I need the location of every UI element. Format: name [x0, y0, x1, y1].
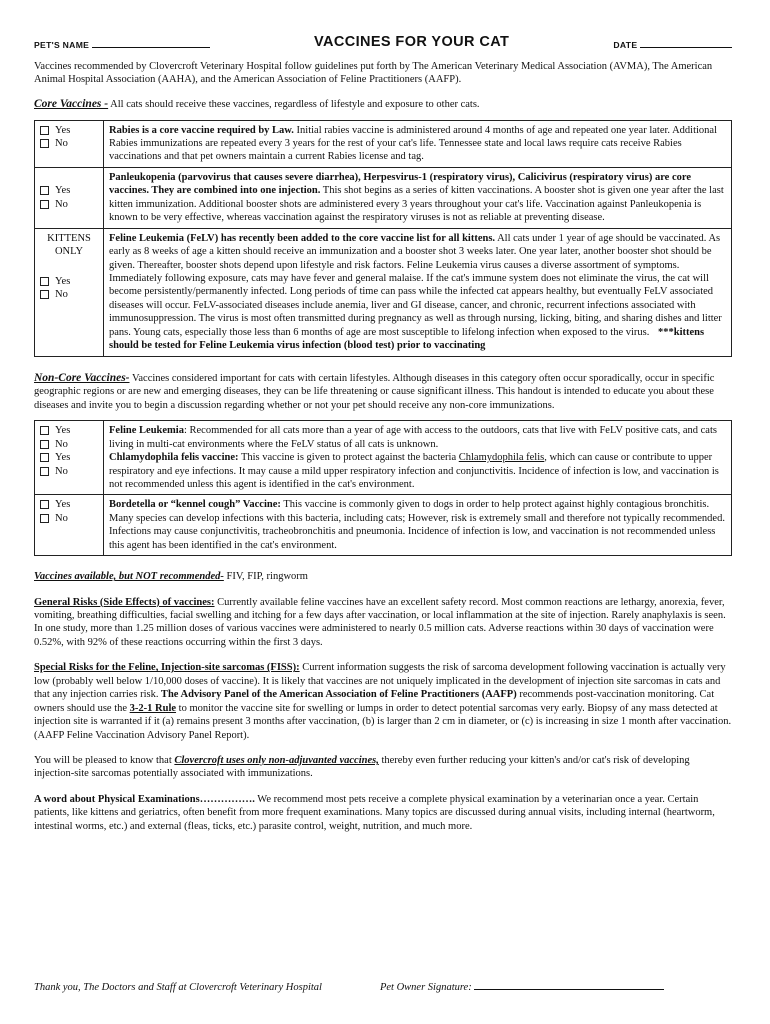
general-risks-paragraph — [34, 596, 732, 650]
felv-core-choice-cell — [35, 228, 104, 356]
bord-no-option[interactable] — [40, 512, 98, 525]
panleuk-bold: Panleukopenia (parvovirus that causes severe diarrhea), Herpesvirus-1 (respiratory virus), Calicivirus (respiratory virus) are core vaccines. They are combined into one injection. — [109, 171, 691, 197]
felv-core-no-option[interactable] — [40, 288, 98, 301]
pet-name-field[interactable] — [34, 39, 210, 52]
rabies-text: Initial rabies vaccine is administered around 4 months of age and repeated one year later. Additional Rabies immunizations are repeated every 3 years for the rest of your cat's life. Tennessee state and local laws require cats receive Rabies vaccinations and that pet owners maintain a current Rabies license and tag. — [109, 124, 717, 163]
core-vaccines-label: Core Vaccines - — [34, 97, 109, 110]
pleased-highlight: Clovercroft uses only non-adjuvanted vaccines, — [174, 754, 379, 766]
felv-noncore-yes-option[interactable] — [40, 424, 98, 437]
not-recommended-label: Vaccines available, but NOT recommended- — [34, 571, 224, 583]
option-label: No — [55, 288, 68, 300]
bord-yes-option[interactable] — [40, 498, 98, 511]
special-risks-text-b: recommends post-vaccination monitoring. Cat owners should use the — [34, 689, 715, 714]
bord-description — [104, 495, 732, 556]
checkbox-icon[interactable] — [40, 514, 49, 523]
checkbox-icon[interactable] — [40, 440, 49, 449]
chlam-yes-option[interactable] — [40, 451, 98, 464]
rabies-choice-cell — [35, 120, 104, 167]
date-line[interactable] — [640, 39, 732, 48]
option-label: Yes — [55, 275, 71, 287]
felv-core-description — [104, 228, 732, 356]
noncore-description-a — [104, 421, 732, 495]
noncore-vaccines-label: Non-Core Vaccines- — [34, 371, 130, 384]
panleuk-text: This shot begins as a series of kitten vaccinations. A booster shot is given one year after the last kitten immunization. Additional booster shots are administered every 3 years throughout your cat's life. Vaccination against Panleukopenia is known to be very effective, whereas vaccination against the respiratory viruses is not as reliable at preventing disease. — [109, 185, 724, 224]
table-row — [35, 421, 732, 495]
pleased-text-a: You will be pleased to know that — [34, 754, 175, 766]
special-risks-label: Special Risks for the Feline, Injection-site sarcomas (FISS): — [34, 662, 300, 674]
panleuk-no-option[interactable] — [40, 198, 98, 211]
special-risks-bold: The Advisory Panel of the American Association of Feline Practitioners (AAFP) — [158, 689, 517, 701]
core-vaccines-desc: All cats should receive these vaccines, regardless of lifestyle and exposure to other cats. — [108, 98, 480, 110]
pleased-text-b: thereby even further reducing your kitten's and/or cat's risk of developing injection-site sarcomas potentially associated with immunizations. — [34, 754, 690, 780]
chlam-no-option[interactable] — [40, 465, 98, 478]
bord-text: This vaccine is commonly given to dogs in order to help protect against highly contagious bronchitis. Many species can develop infections with this bacteria, including cats; However, risk is extremely small and therefore not typically recommended. Infections may cause conjunctivitis, tracheobronchitis and pneumonia. Incidence of infection is low, and vaccination is not recommended unless this agent has been identified in the cat's environment. — [109, 499, 725, 551]
core-vaccines-table — [34, 120, 732, 357]
page-title: VACCINES FOR YOUR CAT — [313, 34, 510, 51]
felv-core-yes-option[interactable] — [40, 275, 98, 288]
thank-you-line: Thank you, The Doctors and Staff at Clovercroft Veterinary Hospital — [34, 982, 322, 993]
rabies-bold: Rabies is a core vaccine required by Law. — [109, 124, 294, 136]
general-risks-text: Currently available feline vaccines have an excellent safety record. Most common reactions are lethargy, anorexia, fever, vomiting, breathing difficulties, facial swelling and itching for a few days after vaccination, or local inflammation at the site of injection. Rarely anaphylaxis is seen. In one study, more than 1.25 million doses of various vaccines were administered to nearly 0.5 million cats. Adverse reactions within 30 days of vaccination were 0.52%, with 92% of these reactions occurring within the first 3 days. — [34, 596, 726, 648]
panleuk-description — [104, 167, 732, 228]
noncore-choice-cell-a — [35, 421, 104, 495]
noncore-vaccines-heading — [34, 371, 732, 413]
checkbox-icon[interactable] — [40, 453, 49, 462]
bord-choice-cell — [35, 495, 104, 556]
felv-core-bold: Feline Leukemia (FeLV) has recently been added to the core vaccine list for all kittens. — [109, 232, 496, 244]
felv-noncore-description — [109, 424, 726, 451]
pet-name-label: PET'S NAME — [34, 39, 90, 50]
rabies-description — [104, 120, 732, 167]
chlam-text-b: , which can cause or contribute to upper respiratory and eye infections. It may cause a mild upper respiratory infection and conjunctivitis. Incidence of infection is low, and vaccination is not recommended unless this agent is identified in the cat's environment. — [109, 452, 719, 490]
core-vaccines-heading — [34, 97, 732, 112]
panleuk-choice-cell — [35, 167, 104, 228]
checkbox-icon[interactable] — [40, 186, 49, 195]
option-label: Yes — [55, 425, 71, 437]
felv-core-text: All cats under 1 year of age should be vaccinated. As early as 8 weeks of age a kitten should receive an immunization and a booster shot 3 weeks later. One year later, another booster shot should be given. Thereafter, booster shots depend upon lifestyle and risk factors. Feline Leukemia virus causes a diverse assortment of symptoms. Immediately following exposure, cats may have fever and general malaise. If the cat's immune system does not eliminate the virus, the cat will become persistently/permanently infected. Long periods of time can pass while the infected cat appears healthy, but eventually FeLV associated diseases will occur. FeLV-associated diseases include anemia, liver and GI disease, cancer, and chronic, recurrent infections associated with immunosuppression. The virus is most often transmitted during pregnancy as well as through nursing, licking, biting, and sharing dishes and litter pans. Young cats, especially those less than 6 months of age are most susceptible to lifelong infection when exposed to the virus. — [109, 232, 722, 338]
rabies-yes-option[interactable] — [40, 124, 98, 137]
option-label: No — [55, 465, 68, 477]
physical-exam-paragraph — [34, 793, 732, 833]
option-label: Yes — [55, 499, 71, 511]
checkbox-icon[interactable] — [40, 200, 49, 209]
option-label: Yes — [55, 124, 71, 136]
pet-name-line[interactable] — [92, 39, 210, 48]
checkbox-icon[interactable] — [40, 126, 49, 135]
chlam-description — [109, 451, 726, 491]
special-risks-paragraph — [34, 661, 732, 742]
checkbox-icon[interactable] — [40, 500, 49, 509]
chlam-bold: Chlamydophila felis vaccine: — [109, 452, 239, 464]
general-risks-label: General Risks (Side Effects) of vaccines: — [34, 596, 215, 608]
signature-field[interactable] — [380, 981, 664, 994]
physical-exam-label: A word about Physical Examinations……………. — [34, 793, 255, 805]
panleuk-yes-option[interactable] — [40, 184, 98, 197]
pleased-paragraph — [34, 754, 732, 781]
felv-noncore-bold: Feline Leukemia — [109, 425, 184, 437]
not-recommended-line — [34, 570, 732, 583]
option-label: No — [55, 198, 68, 210]
checkbox-icon[interactable] — [40, 426, 49, 435]
option-label: Yes — [55, 452, 71, 464]
noncore-vaccines-table — [34, 420, 732, 556]
option-label: No — [55, 438, 68, 450]
special-risks-text-c: to monitor the vaccine site for swelling or lumps in order to detect potential sarcomas very early. Biopsy of any mass detected at injection site is warranted if it (a) remains present 3 months after vaccination, (b) is larger than 2 cm in diameter, or (c) is increasing in size 1 month after vaccination. (AAFP Feline Vaccination Advisory Panel Report). — [34, 702, 732, 741]
noncore-vaccines-desc: Vaccines considered important for cats with certain lifestyles. Although diseases in this category often occur sporadically, occur in specific geographic regions or are new and emerging diseases, they can be life threatening or cause significant illness. This handout is intended to educate you about these diseases and invite you to begin a discussion regarding whether or not your pet should receive any non-core immunizations. — [34, 372, 715, 411]
date-label: DATE — [613, 39, 638, 50]
intro-text: Vaccines recommended by Clovercroft Veterinary Hospital follow guidelines put forth by The American Veterinary Medical Association (AVMA), The American Animal Hospital Association (AAHA), and the American Association of Feline Practitioners (AAFP). — [34, 61, 713, 86]
option-label: Yes — [55, 185, 71, 197]
header — [34, 34, 732, 52]
table-row — [35, 228, 732, 356]
checkbox-icon[interactable] — [40, 139, 49, 148]
table-row — [35, 120, 732, 167]
table-row — [35, 167, 732, 228]
bord-bold: Bordetella or “kennel cough” Vaccine: — [109, 499, 281, 511]
signature-label: Pet Owner Signature: — [379, 982, 472, 993]
rabies-no-option[interactable] — [40, 137, 98, 150]
special-risks-text-a: Current information suggests the risk of sarcoma development following vaccination is actually very low (probably well below 1/10,000 doses of vaccine). It is likely that vaccines are not uniquely implicated in the development of injection site sarcomas in cats and that any injection carries risk. — [34, 662, 726, 701]
option-label: No — [55, 512, 68, 524]
chlam-species: Chlamydophila felis — [458, 452, 545, 464]
physical-exam-text: We recommend most pets receive a complete physical examination by a veterinarian once a year. Certain patients, like kittens and geriatrics, often benefit from more frequent examinations. Many topics are discussed during annual visits, including internal (heartworm, intestinal worms, etc.) and external (fleas, ticks, etc.) parasite control, weight, nutrition, and much more. — [34, 793, 715, 832]
footer — [34, 981, 732, 994]
felv-noncore-no-option[interactable] — [40, 438, 98, 451]
table-row — [35, 495, 732, 556]
date-field[interactable] — [613, 39, 732, 52]
checkbox-icon[interactable] — [40, 290, 49, 299]
chlam-text-a: This vaccine is given to protect against the bacteria — [238, 452, 459, 464]
felv-core-tail-bold: ***kittens should be tested for Feline Leukemia virus infection (blood test) prior to vaccinating — [109, 326, 705, 352]
option-label: No — [55, 138, 68, 150]
checkbox-icon[interactable] — [40, 277, 49, 286]
checkbox-icon[interactable] — [40, 467, 49, 476]
kittens-only-label: KITTENS ONLY — [47, 232, 91, 258]
not-recommended-text: FIV, FIP, ringworm — [223, 571, 308, 583]
rule-321: 3-2-1 Rule — [129, 702, 177, 714]
signature-line[interactable] — [474, 981, 664, 990]
felv-noncore-text: : Recommended for all cats more than a year of age with access to the outdoors, cats that live with FeLV positive cats, and cats living in multi-cat environments where the FeLV status of all cats is unknown. — [109, 425, 717, 450]
